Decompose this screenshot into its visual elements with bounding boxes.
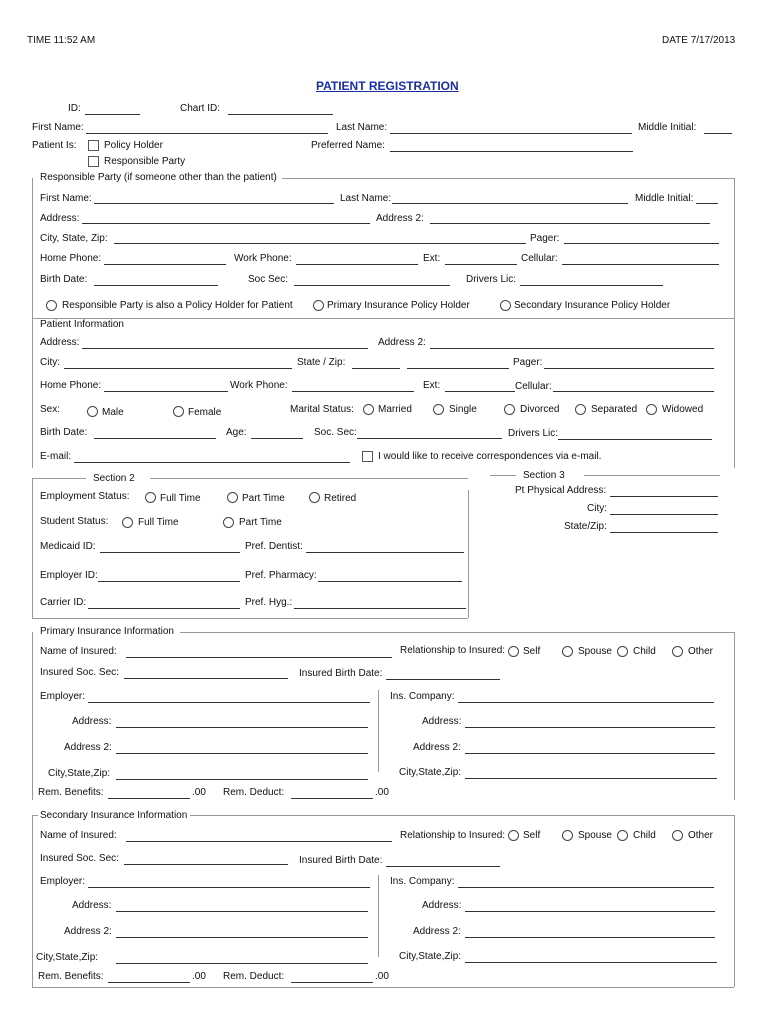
s-rel-child-radio[interactable] (617, 830, 628, 841)
marital-separated-radio[interactable] (575, 404, 586, 415)
pi-home-phone-field[interactable] (104, 391, 228, 392)
section-3-heading: Section 3 (523, 470, 565, 481)
chart-id-label: Chart ID: (180, 103, 221, 114)
pref-hyg-field[interactable] (294, 608, 466, 609)
p-rem-benefits-label: Rem. Benefits: (38, 787, 104, 798)
p-insured-birth-date-label: Insured Birth Date: (299, 668, 383, 679)
p-insured-birth-date-field[interactable] (386, 679, 500, 680)
s-rem-benefits-cents: .00 (192, 971, 206, 982)
pt-physical-address-label: Pt Physical Address: (515, 485, 607, 496)
section-divider (150, 478, 468, 479)
p-rel-other-label: Other (688, 646, 714, 657)
rp-policy-holder-radio[interactable] (46, 300, 57, 311)
pi-cellular-field[interactable] (553, 391, 714, 392)
rp-secondary-holder-option: Secondary Insurance Policy Holder (514, 300, 671, 311)
carrier-id-field[interactable] (88, 608, 240, 609)
s-rem-deduct-label: Rem. Deduct: (223, 971, 285, 982)
carrier-id-label: Carrier ID: (40, 597, 87, 608)
pref-dentist-label: Pref. Dentist: (245, 541, 303, 552)
section-divider (584, 475, 720, 476)
s-rem-benefits-field[interactable] (108, 982, 190, 983)
policy-holder-checkbox[interactable] (88, 140, 99, 151)
chart-id-field[interactable] (228, 114, 333, 115)
rp-policy-holder-option: Responsible Party is also a Policy Holder for Patient (62, 300, 293, 311)
rp-drivers-lic-field[interactable] (520, 285, 663, 286)
pi-cellular-label: Cellular: (515, 381, 552, 392)
section-border (468, 490, 469, 618)
s-city-state-zip-field[interactable] (116, 963, 368, 964)
email-opt-in-label: I would like to receive correspondences via e-mail. (378, 451, 602, 462)
section-2-heading: Section 2 (93, 473, 135, 484)
employment-retired-radio[interactable] (309, 492, 320, 503)
p-ins-company-field[interactable] (458, 702, 714, 703)
section-border (32, 478, 33, 618)
rp-city-state-zip-label: City, State, Zip: (40, 233, 108, 244)
marital-status-label: Marital Status: (290, 404, 354, 415)
rp-last-name-label: Last Name: (340, 193, 392, 204)
primary-insurance-heading: Primary Insurance Information (40, 626, 174, 637)
preferred-name-field[interactable] (390, 151, 633, 152)
s-co-address-field[interactable] (465, 911, 715, 912)
policy-holder-label: Policy Holder (104, 140, 163, 151)
secondary-insurance-heading: Secondary Insurance Information (40, 810, 188, 821)
employment-retired-label: Retired (324, 493, 357, 504)
p-rem-benefits-cents: .00 (192, 787, 206, 798)
pi-city-field[interactable] (64, 368, 292, 369)
section-border (734, 318, 735, 468)
pi-home-phone-label: Home Phone: (40, 380, 102, 391)
first-name-label: First Name: (32, 122, 84, 133)
rp-city-state-zip-field[interactable] (114, 243, 526, 244)
middle-initial-label: Middle Initial: (638, 122, 697, 133)
date-stamp: DATE 7/17/2013 (662, 35, 736, 46)
s-co-city-state-zip-label: City,State,Zip: (399, 951, 462, 962)
marital-separated-label: Separated (591, 404, 638, 415)
p-rel-self-radio[interactable] (508, 646, 519, 657)
marital-married-label: Married (378, 404, 412, 415)
medicaid-id-field[interactable] (100, 552, 240, 553)
pi-address-field[interactable] (82, 348, 368, 349)
rp-drivers-lic-label: Drivers Lic: (466, 274, 517, 285)
student-full-time-radio[interactable] (122, 517, 133, 528)
rp-pager-field[interactable] (564, 243, 719, 244)
pi-birth-date-field[interactable] (94, 438, 216, 439)
s-ins-company-label: Ins. Company: (390, 876, 455, 887)
marital-single-label: Single (449, 404, 477, 415)
patient-info-heading: Patient Information (40, 319, 124, 330)
s3-state-zip-field[interactable] (610, 532, 718, 533)
s-ins-company-field[interactable] (458, 887, 714, 888)
rp-middle-initial-field[interactable] (696, 203, 718, 204)
id-field[interactable] (85, 114, 140, 115)
p-relationship-label: Relationship to Insured: (400, 645, 506, 656)
section-divider (190, 815, 734, 816)
rp-last-name-field[interactable] (392, 203, 628, 204)
pt-physical-address-field[interactable] (610, 496, 718, 497)
pi-work-phone-field[interactable] (292, 391, 414, 392)
pi-soc-sec-field[interactable] (357, 438, 502, 439)
s-address-field[interactable] (116, 911, 368, 912)
section-border (378, 875, 379, 957)
employment-status-label: Employment Status: (40, 491, 130, 502)
s-co-address2-field[interactable] (465, 937, 715, 938)
marital-divorced-label: Divorced (520, 404, 560, 415)
p-rem-deduct-label: Rem. Deduct: (223, 787, 285, 798)
page-title: PATIENT REGISTRATION (316, 79, 459, 93)
marital-widowed-label: Widowed (662, 404, 704, 415)
pi-drivers-lic-label: Drivers Lic: (508, 428, 559, 439)
id-label: ID: (68, 103, 81, 114)
s-rem-benefits-label: Rem. Benefits: (38, 971, 104, 982)
s-address2-label: Address 2: (64, 926, 112, 937)
pi-birth-date-label: Birth Date: (40, 427, 88, 438)
student-part-time-label: Part Time (239, 517, 282, 528)
rp-soc-sec-label: Soc Sec: (248, 274, 289, 285)
p-address2-field[interactable] (116, 753, 368, 754)
sex-male-radio[interactable] (87, 406, 98, 417)
s-name-of-insured-field[interactable] (126, 841, 392, 842)
last-name-label: Last Name: (336, 122, 388, 133)
pi-pager-label: Pager: (513, 357, 543, 368)
rp-middle-initial-label: Middle Initial: (635, 193, 694, 204)
p-rel-other-radio[interactable] (672, 646, 683, 657)
section-border (32, 178, 33, 318)
employer-id-field[interactable] (98, 581, 240, 582)
rp-address2-label: Address 2: (376, 213, 424, 224)
p-rel-child-radio[interactable] (617, 646, 628, 657)
pi-address2-field[interactable] (430, 348, 714, 349)
marital-single-radio[interactable] (433, 404, 444, 415)
rp-cellular-field[interactable] (562, 264, 719, 265)
s3-state-zip-label: State/Zip: (564, 521, 607, 532)
section-divider (180, 632, 734, 633)
section-divider (282, 178, 734, 179)
marital-widowed-radio[interactable] (646, 404, 657, 415)
p-co-city-state-zip-field[interactable] (465, 778, 717, 779)
employment-full-time-label: Full Time (160, 493, 201, 504)
s-rel-child-label: Child (633, 830, 656, 841)
section-border (734, 178, 735, 318)
pi-email-field[interactable] (74, 462, 350, 463)
pref-pharmacy-label: Pref. Pharmacy: (245, 570, 317, 581)
employment-part-time-radio[interactable] (227, 492, 238, 503)
p-city-state-zip-field[interactable] (116, 779, 368, 780)
responsible-party-checkbox[interactable] (88, 156, 99, 167)
p-co-address2-field[interactable] (465, 753, 715, 754)
employer-id-label: Employer ID: (40, 570, 98, 581)
section-divider (32, 987, 734, 988)
p-rel-spouse-radio[interactable] (562, 646, 573, 657)
p-rel-child-label: Child (633, 646, 656, 657)
rp-work-phone-field[interactable] (296, 264, 418, 265)
p-rem-deduct-cents: .00 (375, 787, 389, 798)
s-insured-birth-date-field[interactable] (386, 866, 500, 867)
s3-city-field[interactable] (610, 514, 718, 515)
rp-pager-label: Pager: (530, 233, 560, 244)
student-part-time-radio[interactable] (223, 517, 234, 528)
s-insured-soc-sec-label: Insured Soc. Sec: (40, 853, 119, 864)
last-name-field[interactable] (390, 133, 632, 134)
sex-female-radio[interactable] (173, 406, 184, 417)
s-co-city-state-zip-field[interactable] (465, 962, 717, 963)
rp-primary-holder-option: Primary Insurance Policy Holder (327, 300, 470, 311)
rp-address2-field[interactable] (430, 223, 710, 224)
pi-zip-field[interactable] (407, 368, 509, 369)
rp-primary-holder-radio[interactable] (313, 300, 324, 311)
pi-pager-field[interactable] (544, 368, 714, 369)
student-status-label: Student Status: (40, 516, 109, 527)
s-city-state-zip-label: City,State,Zip: (36, 952, 99, 963)
pi-soc-sec-label: Soc. Sec: (314, 427, 357, 438)
s-rem-deduct-field[interactable] (291, 982, 373, 983)
rp-soc-sec-field[interactable] (294, 285, 450, 286)
rp-ext-label: Ext: (423, 253, 441, 264)
p-rem-benefits-field[interactable] (108, 798, 190, 799)
s-insured-soc-sec-field[interactable] (124, 864, 288, 865)
p-co-address-field[interactable] (465, 727, 715, 728)
email-opt-in-checkbox[interactable] (362, 451, 373, 462)
p-insured-soc-sec-field[interactable] (124, 678, 288, 679)
marital-divorced-radio[interactable] (504, 404, 515, 415)
s3-city-label: City: (587, 503, 607, 514)
pi-ext-field[interactable] (445, 391, 515, 392)
p-employer-field[interactable] (88, 702, 370, 703)
rp-work-phone-label: Work Phone: (234, 253, 292, 264)
p-name-of-insured-label: Name of Insured: (40, 646, 117, 657)
pi-age-field[interactable] (251, 438, 303, 439)
section-border (32, 318, 33, 468)
pi-state-field[interactable] (352, 368, 400, 369)
p-address2-label: Address 2: (64, 742, 112, 753)
preferred-name-label: Preferred Name: (311, 140, 385, 151)
medicaid-id-label: Medicaid ID: (40, 541, 96, 552)
section-divider (32, 618, 468, 619)
section-divider (490, 475, 516, 476)
employment-full-time-radio[interactable] (145, 492, 156, 503)
p-address-label: Address: (72, 716, 112, 727)
rp-first-name-field[interactable] (94, 203, 334, 204)
section-border (32, 815, 33, 987)
rp-home-phone-field[interactable] (104, 264, 226, 265)
p-employer-label: Employer: (40, 691, 86, 702)
s-co-address2-label: Address 2: (413, 926, 461, 937)
rp-cellular-label: Cellular: (521, 253, 558, 264)
first-name-field[interactable] (86, 133, 328, 134)
s-co-address-label: Address: (422, 900, 462, 911)
pref-pharmacy-field[interactable] (318, 581, 462, 582)
pref-hyg-label: Pref. Hyg.: (245, 597, 293, 608)
p-rem-deduct-field[interactable] (291, 798, 373, 799)
s-insured-birth-date-label: Insured Birth Date: (299, 855, 383, 866)
rp-address-label: Address: (40, 213, 80, 224)
p-co-address2-label: Address 2: (413, 742, 461, 753)
p-co-city-state-zip-label: City,State,Zip: (399, 767, 462, 778)
student-full-time-label: Full Time (138, 517, 179, 528)
pi-drivers-lic-field[interactable] (558, 439, 712, 440)
p-ins-company-label: Ins. Company: (390, 691, 455, 702)
employment-part-time-label: Part Time (242, 493, 285, 504)
pi-state-zip-label: State / Zip: (297, 357, 346, 368)
sex-female-label: Female (188, 407, 222, 418)
middle-initial-field[interactable] (704, 133, 732, 134)
pi-work-phone-label: Work Phone: (230, 380, 288, 391)
s-name-of-insured-label: Name of Insured: (40, 830, 117, 841)
s-employer-field[interactable] (88, 887, 370, 888)
s-rel-other-label: Other (688, 830, 714, 841)
section-divider (32, 478, 86, 479)
rp-home-phone-label: Home Phone: (40, 253, 102, 264)
section-border (734, 815, 735, 987)
rp-address-field[interactable] (82, 223, 370, 224)
section-border (734, 632, 735, 800)
section-border (378, 690, 379, 772)
p-rel-self-label: Self (523, 646, 541, 657)
section-divider (32, 318, 734, 319)
pi-city-label: City: (40, 357, 60, 368)
p-address-field[interactable] (116, 727, 368, 728)
responsible-party-heading: Responsible Party (if someone other than the patient) (40, 172, 277, 183)
p-name-of-insured-field[interactable] (126, 657, 392, 658)
section-border (32, 632, 33, 800)
p-city-state-zip-label: City,State,Zip: (48, 768, 111, 779)
patient-is-label: Patient Is: (32, 140, 77, 151)
s-rel-spouse-radio[interactable] (562, 830, 573, 841)
pi-address-label: Address: (40, 337, 80, 348)
s-rel-spouse-label: Spouse (578, 830, 612, 841)
rp-secondary-holder-radio[interactable] (500, 300, 511, 311)
rp-first-name-label: First Name: (40, 193, 92, 204)
pi-email-label: E-mail: (40, 451, 72, 462)
rp-ext-field[interactable] (445, 264, 517, 265)
s-rel-self-radio[interactable] (508, 830, 519, 841)
s-rel-self-label: Self (523, 830, 541, 841)
pi-address2-label: Address 2: (378, 337, 426, 348)
p-co-address-label: Address: (422, 716, 462, 727)
pi-sex-label: Sex: (40, 404, 61, 415)
marital-married-radio[interactable] (363, 404, 374, 415)
time-stamp: TIME 11:52 AM (27, 35, 96, 46)
s-rem-deduct-cents: .00 (375, 971, 389, 982)
rp-birth-date-field[interactable] (94, 285, 218, 286)
p-insured-soc-sec-label: Insured Soc. Sec: (40, 667, 119, 678)
s-rel-other-radio[interactable] (672, 830, 683, 841)
rp-birth-date-label: Birth Date: (40, 274, 88, 285)
s-address-label: Address: (72, 900, 112, 911)
s-employer-label: Employer: (40, 876, 86, 887)
responsible-party-label: Responsible Party (104, 156, 186, 167)
pi-age-label: Age: (226, 427, 247, 438)
s-relationship-label: Relationship to Insured: (400, 830, 506, 841)
p-rel-spouse-label: Spouse (578, 646, 612, 657)
pi-ext-label: Ext: (423, 380, 441, 391)
s-address2-field[interactable] (116, 937, 368, 938)
pref-dentist-field[interactable] (306, 552, 464, 553)
sex-male-label: Male (102, 407, 124, 418)
